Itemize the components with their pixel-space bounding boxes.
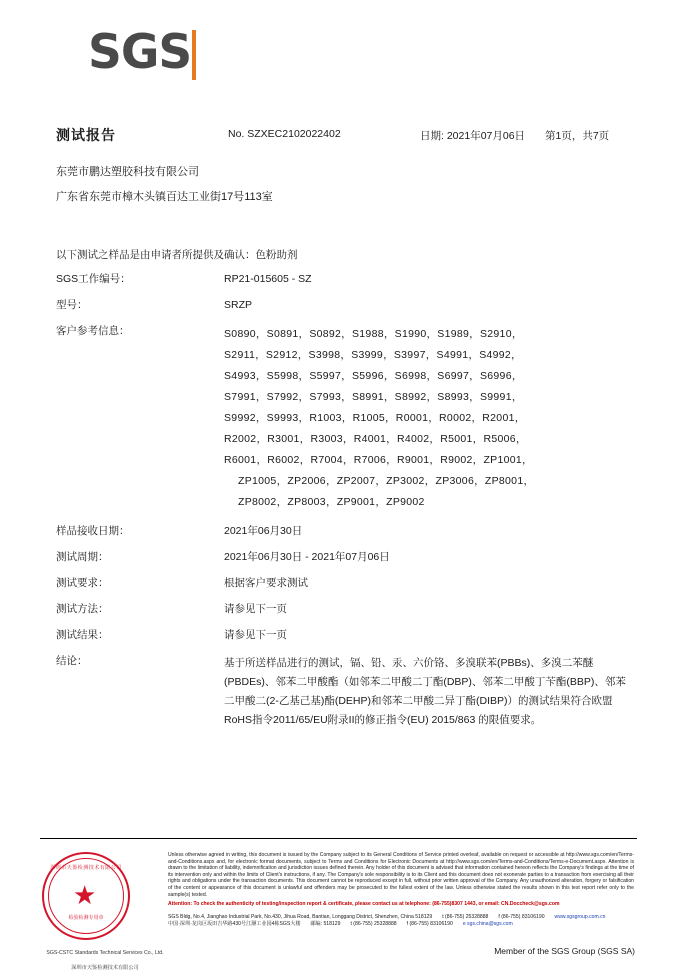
client-ref-label: 客户参考信息： — [56, 325, 130, 337]
sgs-logo — [88, 25, 198, 86]
legal-paragraph-text: Unless otherwise agreed in writing, this document is issued by the Company subject to its General Conditions of Service printed overleaf, available on request or accessible at http://www.sgs.com/en/Terms-and-Conditions.aspx and, for electronic format documents, subject to Terms and Conditions for Electronic Documents at http://www.sgs.com/en/Terms-and-Conditions/Terms-e-Document.aspx. Attention is drawn to the limitation of liability, indemnification and jurisdiction issues defined therein. Any holder of this document is advised that information contained hereon reflects the Company's findings at the time of its intervention only and within the limits of Client's instructions, if any. The Company's sole responsibility is to its Client and this document does not exonerate parties to a transaction from exercising all their rights and obligations under the transaction documents. This document cannot be reproduced except in full, without prior written approval of the Company. Any unauthorized alteration, forgery or falsification of the content or appearance of this document is unlawful and offenders may be prosecuted to the fullest extent of the law. Unless otherwise stated the results shown in this test report refer only to the sample(s) tested. — [168, 852, 634, 898]
client-company-address: 广东省东莞市樟木头镇百达工业街17号113室 — [56, 191, 273, 203]
company-seal-stamp — [42, 852, 138, 948]
conclusion-value: 基于所送样品进行的测试，镉、铅、汞、六价铬、多溴联苯(PBBs)、多溴二苯醚(PBDEs)、邻苯二甲酸酯（如邻苯二甲酸二丁酯(DBP)、邻苯二甲酸丁苄酯(BBP)、邻苯二甲酸二(2-乙基己基)酯(DEHP)和邻苯二甲酸二异丁酯(DIBP)）的测试结果符合欧盟RoHS指令2011/65/EU附录II的修正指令(EU) 2015/863 的限值要求。 — [224, 657, 626, 726]
address-en: SGS Bldg, No.4, Jianghao Industrial Park, No.430, Jihua Road, Bantian, Longgang District, Shenzhen, China 518129 — [168, 914, 433, 920]
client-company-name: 东莞市鹏达塑胶科技有限公司 — [56, 166, 199, 178]
accreditation-text-cn: 深圳市天鉴检测技术有限公司 — [71, 965, 139, 971]
address-fax: f (86-755) 83106190 — [498, 914, 545, 920]
client-ref-line: S0890，S0891，S0892，S1988，S1990，S1989，S2910， — [224, 328, 523, 340]
field-row-test-request — [56, 576, 626, 591]
test-result-value: 请参见下一页 — [224, 629, 287, 641]
report-date: 日期: 2021年07月06日 — [420, 130, 526, 142]
client-ref-line: S4993，S5998，S5997，S5996，S6998，S6997，S6996， — [224, 370, 523, 382]
footer-divider — [40, 838, 637, 839]
field-row-job-no — [56, 272, 626, 287]
client-ref-line: S7991，S7992，S7993，S8991，S8992，S8993，S9991， — [224, 391, 523, 403]
sample-note: 以下测试之样品是由申请者所提供及确认：色粉助剂 — [56, 249, 298, 261]
model-value: SRZP — [224, 299, 253, 311]
receive-date-value: 2021年06月30日 — [224, 525, 303, 537]
address-row-cn — [168, 921, 638, 928]
client-ref-line: S9992，S9993，R1003，R1005，R0001，R0002，R2001， — [224, 412, 526, 424]
test-method-value: 请参见下一页 — [224, 603, 287, 615]
legal-attention-text: Attention: To check the authenticity of testing/inspection report & certificate, please contact us at telephone: (86-755)8307 1443, or email: CN.Doccheck@sgs.com — [168, 901, 560, 908]
test-request-label: 测试要求： — [56, 577, 109, 589]
conclusion-label: 结论： — [56, 655, 88, 667]
client-ref-list — [224, 324, 626, 513]
client-ref-line: ZP1005，ZP2006，ZP2007，ZP3002，ZP3006，ZP8001， — [238, 475, 535, 487]
accreditation-text-en: SGS-CSTC Standards Technical Services Co., Ltd. — [46, 950, 164, 956]
field-row-model — [56, 298, 626, 313]
office-address-block — [168, 914, 638, 929]
client-ref-line: ZP8002，ZP8003，ZP9001，ZP9002 — [238, 496, 425, 508]
test-period-label: 测试周期： — [56, 551, 109, 563]
seal-top-text: 深圳市天鉴检测技术有限公司 — [50, 865, 122, 871]
receive-date-label: 样品接收日期： — [56, 525, 130, 537]
star-icon: ★ — [73, 880, 97, 910]
address-website[interactable]: www.sgsgroup.com.cn — [554, 914, 606, 920]
page-count: 第1页，共7页 — [545, 130, 610, 142]
field-row-conclusion — [56, 654, 626, 730]
address-cn: 中国·深圳·龙岗区坂田吉华路430号江灏工业园4栋SGS大楼 — [168, 921, 301, 928]
fields-table — [56, 272, 626, 741]
job-no-value: RP21-015605 - SZ — [224, 273, 312, 285]
address-cn-fax: f (86-755) 83106190 — [406, 921, 453, 928]
client-ref-line: R2002，R3001，R3003，R4001，R4002，R5001，R5006， — [224, 433, 527, 445]
test-request-value: 根据客户要求测试 — [224, 577, 308, 589]
sgs-logo-bar — [192, 30, 196, 80]
member-of-group-line: Member of the SGS Group (SGS SA) — [494, 946, 635, 956]
legal-disclaimer — [168, 852, 634, 908]
field-row-client-ref — [56, 324, 626, 513]
test-method-label: 测试方法： — [56, 603, 109, 615]
job-no-label: SGS工作编号： — [56, 273, 131, 285]
sgs-logo-text: SGS — [88, 25, 192, 80]
client-ref-line: R6001，R6002，R7004，R7006，R9001，R9002，ZP1001， — [224, 454, 533, 466]
test-result-label: 测试结果： — [56, 629, 109, 641]
client-ref-line: S2911，S2912，S3998，S3999，S3997，S4991，S4992， — [224, 349, 522, 361]
model-label: 型号： — [56, 299, 88, 311]
address-cn-zip: 邮编: 518129 — [310, 921, 341, 928]
field-row-test-result — [56, 628, 626, 643]
address-cn-phone: t (86-755) 25328888 — [350, 921, 397, 928]
address-phone: t (86-755) 25328888 — [442, 914, 489, 920]
field-row-test-method — [56, 602, 626, 617]
report-number: No. SZXEC2102022402 — [228, 128, 341, 140]
field-row-test-period — [56, 550, 626, 565]
address-cn-email[interactable]: e sgs.china@sgs.com — [462, 921, 513, 928]
test-period-value: 2021年06月30日 - 2021年07月06日 — [224, 551, 390, 563]
field-row-receive-date — [56, 524, 626, 539]
seal-bottom-text: 检验检测专用章 — [68, 915, 104, 921]
page-title: 测试报告 — [56, 127, 116, 143]
